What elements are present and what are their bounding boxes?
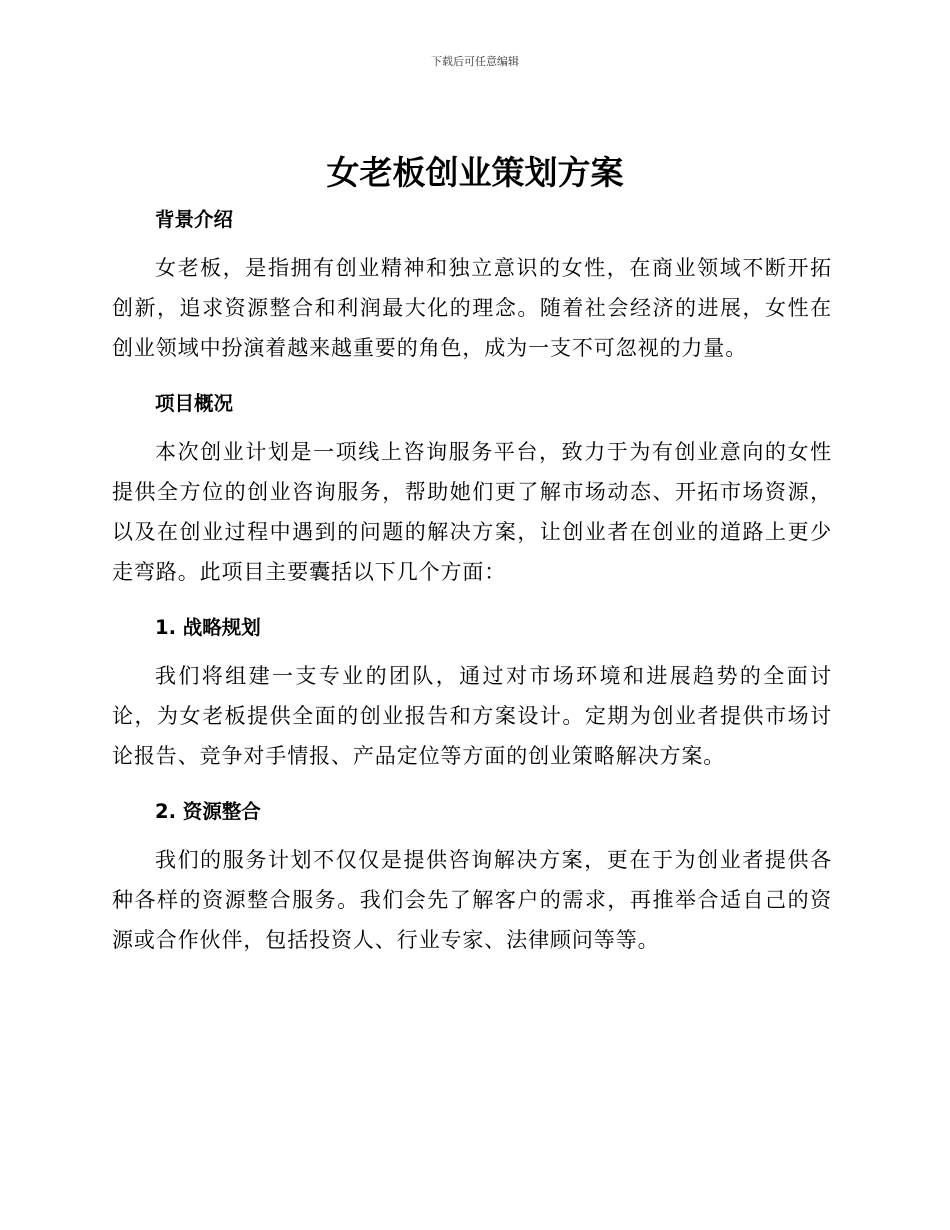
page-header-note: 下载后可任意编辑 [431,55,519,68]
section-heading-strategy-planning: 1. 战略规划 [155,616,261,639]
section-paragraph-background: 女老板，是指拥有创业精神和独立意识的女性，在商业领域不断开拓创新，追求资源整合和利润最大化的理念。随着社会经济的进展，女性在创业领域中扮演着越来越重要的角色，成为一支不可忽视的力量。 [112,256,832,360]
section-paragraph-strategy-planning: 我们将组建一支专业的团队，通过对市场环境和进展趋势的全面讨论，为女老板提供全面的创业报告和方案设计。定期为创业者提供市场讨论报告、竞争对手情报、产品定位等方面的创业策略解决方案。 [112,664,832,768]
section-paragraph-resource-integration: 我们的服务计划不仅仅是提供咨询解决方案，更在于为创业者提供各种各样的资源整合服务。我们会先了解客户的需求，再推举合适自己的资源或合作伙伴，包括投资人、行业专家、法律顾问等等。 [112,848,832,952]
document-body [112,200,832,976]
section-heading-background: 背景介绍 [155,208,234,231]
section-heading-project-overview: 项目概况 [155,392,234,415]
section-heading-resource-integration: 2. 资源整合 [155,800,261,823]
document-title: 女老板创业策划方案 [326,153,624,192]
section-paragraph-project-overview: 本次创业计划是一项线上咨询服务平台，致力于为有创业意向的女性提供全方位的创业咨询服务，帮助她们更了解市场动态、开拓市场资源，以及在创业过程中遇到的问题的解决方案，让创业者在创业的道路上更少走弯路。此项目主要囊括以下几个方面： [112,440,832,584]
